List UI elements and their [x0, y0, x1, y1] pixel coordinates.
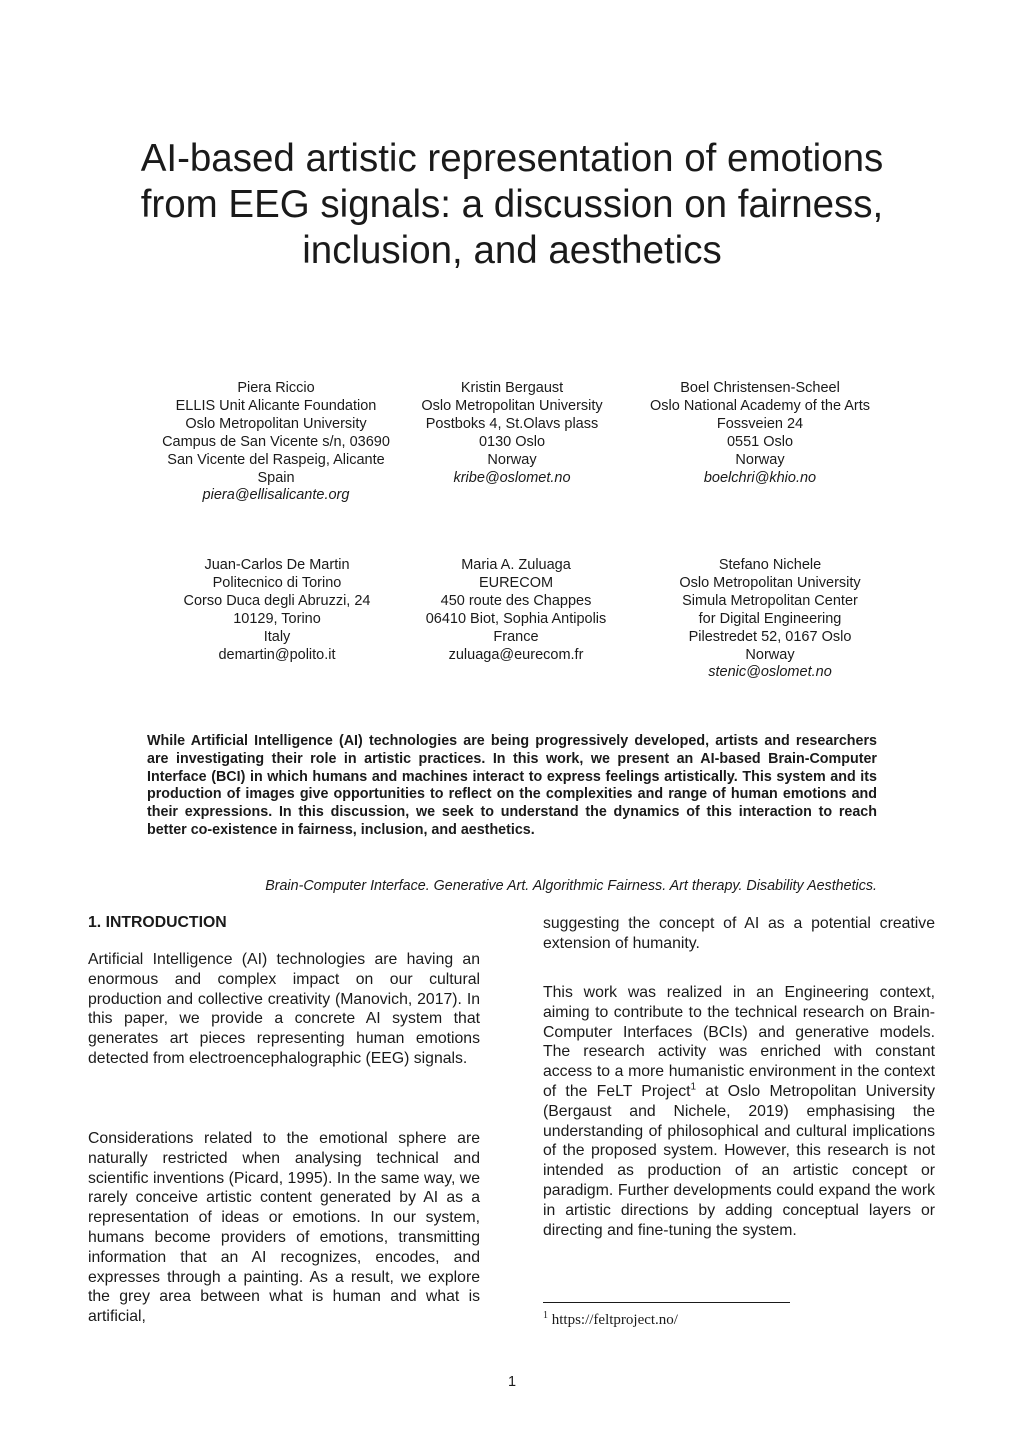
- author-name: Boel Christensen-Scheel: [680, 380, 840, 396]
- footnote-number: 1: [543, 1310, 548, 1321]
- author-email[interactable]: piera@ellisalicante.org: [202, 487, 350, 504]
- right-column: [543, 914, 935, 954]
- footnote-link[interactable]: https://feltproject.no/: [551, 1312, 678, 1328]
- affiliation-line: 0130 Oslo: [478, 433, 546, 450]
- author-block: [147, 557, 407, 664]
- author-block: [386, 557, 646, 664]
- author-name: Juan-Carlos De Martin: [204, 557, 350, 573]
- section-heading: 1. INTRODUCTION: [88, 914, 227, 931]
- affiliation-line: Norway: [735, 451, 785, 468]
- affiliation-line: Pilestredet 52, 0167 Oslo: [688, 628, 852, 645]
- author-name: Piera Riccio: [237, 380, 315, 396]
- author-block: [640, 557, 900, 682]
- affiliation-line: Oslo Metropolitan University: [185, 415, 367, 432]
- affiliation-line: Norway: [745, 646, 795, 663]
- title-line: inclusion, and aesthetics: [302, 229, 722, 272]
- affiliation-line: Simula Metropolitan Center: [682, 592, 858, 609]
- affiliation-line: Corso Duca degli Abruzzi, 24: [183, 592, 371, 609]
- author-name: Kristin Bergaust: [460, 380, 564, 396]
- paper-title: [80, 136, 944, 274]
- author-block: [146, 380, 406, 505]
- author-email[interactable]: kribe@oslomet.no: [453, 469, 571, 486]
- affiliation-line: 0551 Oslo: [726, 433, 794, 450]
- affiliation-line: Politecnico di Torino: [212, 574, 342, 591]
- author-name: Stefano Nichele: [718, 557, 822, 573]
- paragraph-text: This work was realized in an Engineering context, aiming to contribute to the technical research on Brain-Computer Interfaces (BCIs) and generative models. The research activity was enriched with constant access to a more humanistic environment in the context of the FeLT Project: [543, 984, 935, 1100]
- affiliation-line: Oslo National Academy of the Arts: [649, 397, 871, 414]
- body-paragraph: [543, 983, 935, 1240]
- author-email[interactable]: stenic@oslomet.no: [708, 664, 832, 681]
- affiliation-line: for Digital Engineering: [698, 610, 842, 627]
- author-email[interactable]: zuluaga@eurecom.fr: [448, 646, 584, 663]
- abstract: While Artificial Intelligence (AI) technologies are being progressively developed, artists and researchers are investigating their role in artistic practices. In this work, we present an AI-based Brain-Computer Interface (BCI) in which humans and machines interact to express feelings artistically. This system and its production of images give opportunities to reflect on the complexities and range of human emotions and their expressions. In this discussion, we seek to understand the dynamics of this interaction to reach better co-existence in fairness, inclusion, and aesthetics.: [147, 733, 877, 838]
- affiliation-line: Norway: [487, 451, 537, 468]
- author-block: [382, 380, 642, 487]
- right-column-continued: [543, 983, 935, 1240]
- footnote-divider: [543, 1302, 790, 1303]
- author-name: Maria A. Zuluaga: [461, 557, 571, 573]
- affiliation-line: San Vicente del Raspeig, Alicante: [167, 451, 385, 468]
- body-paragraph: Considerations related to the emotional sphere are naturally restricted when analysing technical and scientific inventions (Picard, 1995). In the same way, we rarely conceive artistic content generated by AI as a representation of ideas or emotions. In our system, humans become providers of emotions, transmitting information that an AI recognizes, encodes, and expresses through a painting. As a result, we explore the grey area between what is human and what is artificial,: [88, 1130, 480, 1326]
- affiliation-line: Postboks 4, St.Olavs plass: [425, 415, 599, 432]
- affiliation-line: France: [493, 628, 539, 645]
- left-column-continued: [88, 1129, 480, 1327]
- page-number: 1: [507, 1374, 517, 1390]
- affiliation-line: Spain: [257, 469, 295, 486]
- body-paragraph: suggesting the concept of AI as a potential creative extension of humanity.: [543, 915, 935, 952]
- title-line: AI-based artistic representation of emotions: [140, 137, 884, 180]
- author-email[interactable]: demartin@polito.it: [218, 646, 336, 663]
- footnote-marker[interactable]: 1: [690, 1081, 697, 1093]
- author-block: [630, 380, 890, 487]
- affiliation-line: Oslo Metropolitan University: [421, 397, 603, 414]
- affiliation-line: Italy: [263, 628, 291, 645]
- affiliation-line: Fossveien 24: [716, 415, 804, 432]
- affiliation-line: ELLIS Unit Alicante Foundation: [175, 397, 377, 414]
- author-email[interactable]: boelchri@khio.no: [703, 469, 817, 486]
- footnote: [543, 1312, 678, 1329]
- title-line: from EEG signals: a discussion on fairness,: [140, 183, 884, 226]
- affiliation-line: 450 route des Chappes: [440, 592, 592, 609]
- affiliation-line: EURECOM: [478, 574, 554, 591]
- affiliation-line: Oslo Metropolitan University: [679, 574, 861, 591]
- affiliation-line: Campus de San Vicente s/n, 03690: [162, 433, 390, 450]
- affiliation-line: 06410 Biot, Sophia Antipolis: [425, 610, 607, 627]
- left-column: [88, 950, 480, 1069]
- affiliation-line: 10129, Torino: [233, 610, 321, 627]
- paragraph-text: at Oslo Metropolitan University (Bergaust and Nichele, 2019) emphasising the understanding of philosophical and cultural implications of the proposed system. However, this research is not intended as production of an artistic concept or paradigm. Further developments could expand the work in artistic directions by adding conceptual layers or directing and fine-tuning the system.: [543, 1082, 935, 1239]
- body-paragraph: Artificial Intelligence (AI) technologies are having an enormous and complex impact on our cultural production and collective creativity (Manovich, 2017). In this paper, we provide a concrete AI system that generates art pieces representing human emotions detected from electroencephalographic (EEG) signals.: [88, 951, 480, 1067]
- keywords: Brain-Computer Interface. Generative Art. Algorithmic Fairness. Art therapy. Disability Aesthetics.: [265, 878, 877, 894]
